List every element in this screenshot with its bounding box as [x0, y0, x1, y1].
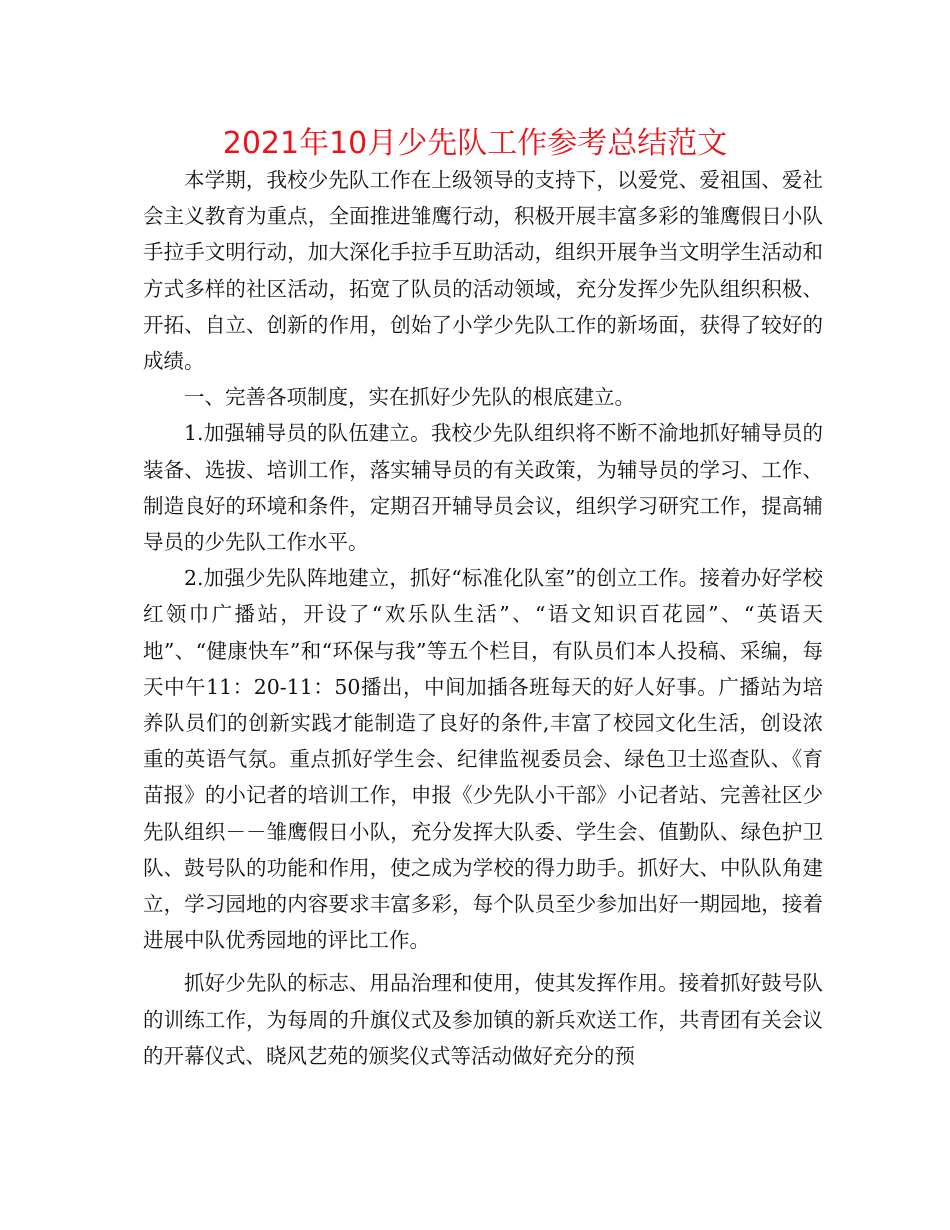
paragraph-item-1: 1.加强辅导员的队伍建立。我校少先队组织将不断不渝地抓好辅导员的装备、选拔、培训工作，落实辅导员的有关政策，为辅导员的学习、工作、制造良好的环境和条件，定期召开辅导员会议，组织学习研究工作，提高辅导员的少先队工作水平。: [143, 421, 823, 555]
paragraph-item-2: 2.加强少先队阵地建立，抓好“标准化队室”的创立工作。接着办好学校红领巾广播站，开设了“欢乐队生活”、“语文知识百花园”、“英语天地”、“健康快车”和“环保与我”等五个栏目，有队员们本人投稿、采编，每天中午11：20-11：50播出，中间加插各班每天的好人好事。广播站为培养队员们的创新实践才能制造了良好的条件,丰富了校园文化生活，创设浓重的英语气氛。重点抓好学生会、纪律监视委员会、绿色卫士巡查队、《育苗报》的小记者的培训工作，申报《少先队小干部》小记者站、完善社区少先队组织－－雏鹰假日小队，充分发挥大队委、学生会、值勤队、绿色护卫队、鼓号队的功能和作用，使之成为学校的得力助手。抓好大、中队队角建立，学习园地的内容要求丰富多彩，每个队员至少参加出好一期园地，接着进展中队优秀园地的评比工作。: [143, 566, 823, 953]
paragraph-section-heading: 一、完善各项制度，实在抓好少先队的根底建立。: [184, 385, 635, 410]
paragraph-intro: 本学期，我校少先队工作在上级领导的支持下，以爱党、爱祖国、爱社会主义教育为重点，全面推进雏鹰行动，积极开展丰富多彩的雏鹰假日小队手拉手文明行动，加大深化手拉手互助活动，组织开展争当文明学生活动和方式多样的社区活动，拓宽了队员的活动领域，充分发挥少先队组织积极、开拓、自立、创新的作用，创始了小学少先队工作的新场面，获得了较好的成绩。: [143, 168, 823, 374]
document-title: 2021年10月少先队工作参考总结范文: [222, 126, 728, 161]
document-body: [143, 162, 823, 1074]
paragraph-item-3: 抓好少先队的标志、用品治理和使用，使其发挥作用。接着抓好鼓号队的训练工作，为每周的升旗仪式及参加镇的新兵欢送工作，共青团有关会议的开幕仪式、晓风艺苑的颁奖仪式等活动做好充分的预: [143, 971, 823, 1068]
